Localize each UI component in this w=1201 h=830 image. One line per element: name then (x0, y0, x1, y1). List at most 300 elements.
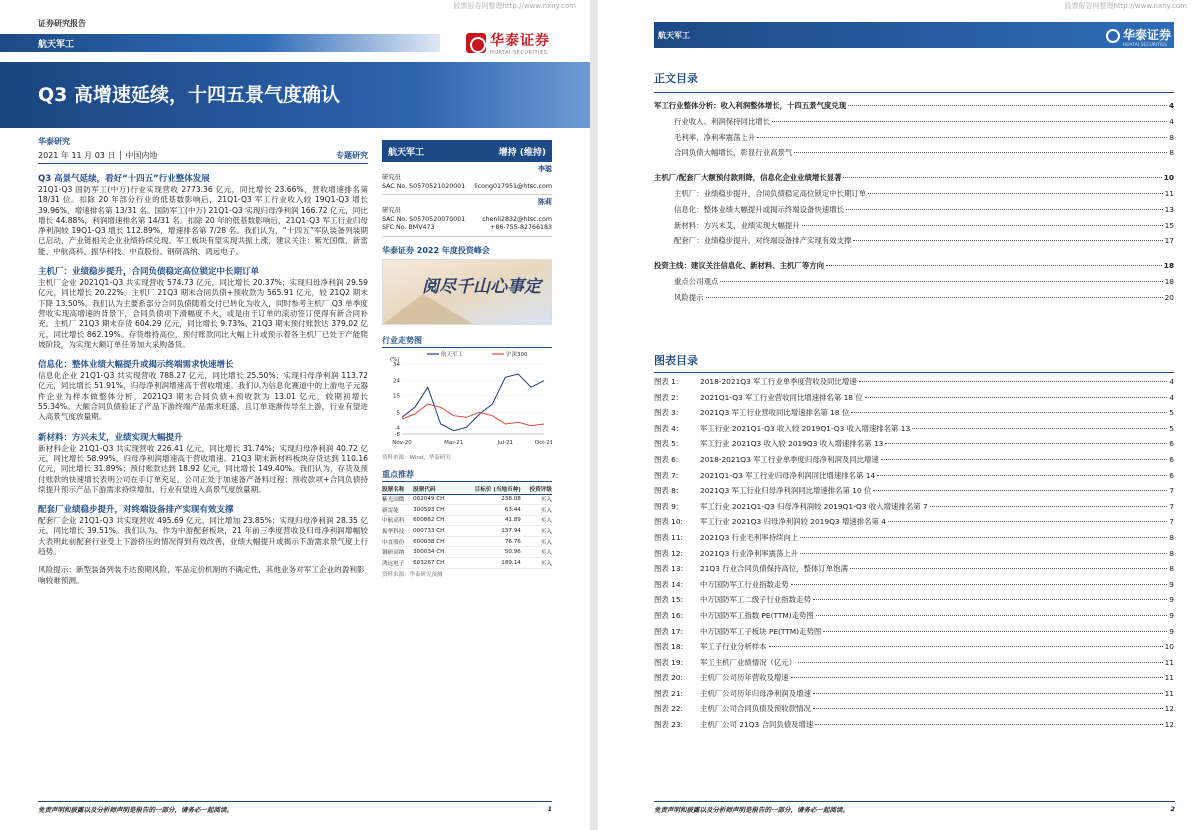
toc-leader (794, 152, 1167, 153)
figure-label: 图表 22: (654, 704, 684, 714)
section-heading: 配套厂业绩稳步提升，对终端设备排产实现有效支撑 (38, 505, 234, 516)
page-number: 2 (1170, 805, 1175, 813)
stock-row (382, 494, 552, 505)
figure-label: 图表 16: (654, 610, 684, 620)
figure-page: 12 (1164, 704, 1174, 714)
analyst-phone: +86-755-82766183 (490, 224, 552, 231)
toc-page: 8 (1169, 148, 1174, 158)
figure-label: 图表 15: (654, 595, 684, 605)
stock-cell: 63.44 (457, 505, 521, 516)
toc-leader (815, 724, 1162, 725)
figure-entry[interactable] (654, 626, 1174, 642)
toc-gap (654, 251, 1174, 260)
footer-note: 免责声明和披露以及分析师声明是报告的一部分，请务必一起阅读。 (38, 806, 233, 814)
summary-section (38, 431, 368, 495)
figure-label: 图表 9: (654, 501, 679, 511)
y-tick-label: -4 (394, 424, 400, 431)
stock-cell: 300593 CH (413, 505, 456, 516)
stock-cell: 买入 (521, 526, 552, 537)
stock-cell: 买入 (521, 547, 552, 558)
toc-page: 13 (1164, 204, 1174, 214)
figure-text: 2021Q3 军工行业营收同比增速排名第 18 位 (700, 408, 850, 418)
stock-cell: 买入 (521, 536, 552, 547)
stock-cell: 000733 CH (413, 526, 456, 537)
section-body: 配套厂企业 21Q1-Q3 共实现营收 495.69 亿元，同比增加 23.85%；实现归母净利润 28.35 亿元，同比增长 39.51%。我们认为，作为中游配套板块，21 年前三季度营收及归母净利润增幅较大表明此前配套行业受上下游挤压的情况得到有效改善，业绩大幅提升或揭示下游需求景气度上行趋势。 (38, 516, 368, 557)
stock-cell: 002049 CH (413, 494, 456, 505)
y-tick-label: 34 (393, 361, 400, 368)
section-heading: 新材料：方兴未艾，业绩实现大幅提升 (38, 432, 183, 443)
stock-row (382, 558, 552, 569)
section-heading: 主机厂：业绩稳步提升，合同负债稳定高位锁定中长期订单 (38, 267, 260, 278)
figure-text: 2021Q1-Q3 军工行业营收同比增速排名第 18 位 (700, 392, 863, 402)
toc-leader (850, 568, 1167, 569)
stock-table (382, 484, 552, 569)
section-body: 主机厂企业 2021Q1-Q3 共实现营收 574.73 亿元，同比增长 20.37%；实现归母净利润 29.59 亿元，同比增长 20.22%。主机厂 21Q3 期末合同负债+预收款为 565.91 亿元，较 21Q2 期末下降 13.50%。我们认为主要系部分合同负债随着交付已转化为收入，同时参考主机厂 Q3 单季度营收实现高增速的背景下，合同负债项下滑幅度不大，或是由于订单的滚动签订使得有新合同补充。主机厂 21Q3 期末存货 604.29 亿元，同比增长 9.73%。21Q3 期末预付账款达 379.02 亿元，同比增长 862.19%。存货维持高位，预付账款同比大幅上升或预示着各主机厂已处于产能爬坡阶段，为实现大额订单任务加大采购备货。 (38, 278, 368, 349)
figure-text: 军工行业 2021Q1-Q3 收入较 2019Q1-Q3 收入增速排名第 13 (700, 423, 911, 433)
toc-leader (720, 281, 1162, 282)
toc-leader (930, 506, 1168, 507)
toc-entry-text: 合同负债大幅增长，彰显行业高景气 (674, 148, 793, 158)
x-tick-label: Mar-21 (444, 439, 464, 446)
logo-name: 华泰证券 (1122, 28, 1171, 42)
toc-leader (868, 193, 1162, 194)
figure-entry[interactable] (654, 610, 1174, 626)
figure-entry[interactable] (654, 423, 1174, 439)
toc-entry-text: 重点公司观点 (674, 276, 719, 286)
toc-entry-text: 信息化：整体业绩大幅提升或揭示终端设备快速增长 (674, 204, 844, 214)
figure-text: 主机厂公司 21Q3 合同负债及增速 (700, 720, 814, 730)
y-tick-label: -8 (394, 431, 400, 438)
summary-section (38, 265, 368, 350)
analyst-sac: SAC No. S0570521020001 (382, 182, 466, 190)
figure-label: 图表 17: (654, 626, 684, 636)
stock-source: 资料来源：华泰研究预测 (382, 571, 443, 578)
figure-entry[interactable] (654, 657, 1174, 673)
toc-leader (706, 297, 1163, 298)
page-footer (38, 801, 552, 814)
figure-page: 11 (1164, 657, 1174, 667)
figure-label: 图表 4: (654, 423, 679, 433)
report-type: 证券研究报告 (38, 19, 86, 28)
figure-page: 8 (1169, 532, 1174, 542)
toc-entry[interactable] (654, 204, 1174, 220)
title-band (0, 62, 590, 128)
toc-leader (846, 209, 1163, 210)
report-page-2 (598, 0, 1201, 830)
section-body: 信息化企业 21Q1-Q3 共实现营收 788.27 亿元，同比增长 25.50%；实现归母净利润 113.72 亿元，同比增长 51.91%，归母净利润增速高于营收增速。我们认为信息化赛道中的上游电子元器件企业为样本做整体分析，2021Q3 期末合同负债+预收款为 13.01 亿元，较期初增长 55.34%。大额合同负债验证了产品下游终端产品需求旺盛，且订单逐渐传导至上游，行业有望进入高景气度放量期。 (38, 371, 368, 422)
figure-page: 5 (1169, 408, 1174, 418)
figure-page: 4 (1169, 392, 1174, 402)
figure-entry[interactable] (654, 470, 1174, 486)
toc-leader (853, 240, 1162, 241)
stock-cell: 600038 CH (413, 536, 456, 547)
figure-entry[interactable] (654, 516, 1174, 532)
figure-text: 军工行业 2021Q1-Q3 归母净利润较 2019Q1-Q3 收入增速排名第 7 (700, 501, 928, 511)
toc-leader (877, 475, 1167, 476)
toc-leader (772, 121, 1167, 122)
toc-entry[interactable] (654, 260, 1174, 276)
sector-band (0, 34, 440, 52)
page-footer (654, 801, 1175, 814)
footer-note: 免责声明和披露以及分析师声明是报告的一部分，请务必一起阅读。 (654, 806, 849, 814)
y-axis-unit: (%) (390, 356, 400, 363)
stock-cell: 紫光国微 (382, 494, 413, 505)
figure-entry[interactable] (654, 672, 1174, 688)
summary-sections (38, 172, 368, 557)
toc-page: 4 (1169, 116, 1174, 126)
toc-entry[interactable] (654, 172, 1174, 188)
table-of-contents (654, 100, 1174, 308)
stock-header: 目标价 (当地币种) (457, 484, 521, 495)
stock-cell: 买入 (521, 515, 552, 526)
huatai-logo-icon (1106, 29, 1120, 43)
figure-entry[interactable] (654, 579, 1174, 595)
toc-leader (843, 177, 1161, 178)
stock-cell: 中航高科 (382, 515, 413, 526)
report-title: Q3 高增速延续，十四五景气度确认 (38, 84, 340, 106)
section-heading: 信息化：整体业绩大幅提升或揭示终端需求快速增长 (38, 360, 234, 371)
toc-entry[interactable] (654, 100, 1174, 116)
figure-text: 2018-2021Q3 军工行业单季度归母净利润及同比增速 (700, 454, 879, 464)
figure-entry[interactable] (654, 438, 1174, 454)
toc-page: 17 (1164, 236, 1174, 246)
logo-sub: HUATAI SECURITIES (1122, 43, 1167, 48)
figure-label: 图表 1: (654, 377, 679, 386)
toc-entry[interactable] (654, 116, 1174, 132)
stock-cell: 189.14 (457, 558, 521, 569)
figure-page: 9 (1169, 626, 1174, 636)
stock-cell: 买入 (521, 494, 552, 505)
figure-label: 图表 18: (654, 642, 684, 652)
figure-text: 2018-2021Q3 军工行业单季度营收及同比增速 (700, 377, 857, 386)
toc-leader (888, 521, 1167, 522)
sidebar-column (382, 140, 552, 578)
x-tick-label: Nov-20 (392, 439, 412, 446)
logo-sub: HUATAI SECURITIES (490, 50, 548, 56)
chart-source: 资料来源：Wind，华泰研究 (382, 454, 451, 461)
figure-page: 4 (1169, 377, 1174, 386)
stock-cell: 买入 (521, 558, 552, 569)
stock-cell: 603267 CH (413, 558, 456, 569)
stock-header: 投资评级 (521, 484, 552, 495)
sector-label: 航天军工 (658, 31, 690, 40)
stock-row (382, 536, 552, 547)
analyst-role: 研究员 (382, 174, 401, 181)
figure-page: 8 (1169, 548, 1174, 558)
section-body: 21Q1-Q3 国防军工(中万)行业实现营收 2773.36 亿元，同比增长 23.66%，营收增速排名第 18/31 位。扣除 20 年部分行业的低基数影响后，21Q1-Q3 军工行业收入较 19Q1-Q3 增长 39.96%，增速排名第 13/31 名。国防军工(中万) 21Q1-Q3 实现归母净利润 166.72 亿元，同比增长 44.88%，利润增速排名第 14/31 名。扣除 20 年的低基数影响后，21Q1-Q3 军工行业归母净利润较 19Q1-Q3 增长 112.89%，增速排名第 7/28 名。我们认为，“十四五”军队装备列装期已启动，产业链相关企业业绩持续兑现。军工板块有望实现共振上涨，建议关注：紫光国微、新雷能、中航高科、振华科技、中直股份、钢研高纳、鸿远电子。 (38, 185, 368, 256)
rating-box (382, 140, 552, 162)
stock-row (382, 505, 552, 516)
figure-text: 主机厂公司合同负债及预收款情况 (700, 704, 811, 714)
rating-sector: 航天军工 (388, 147, 425, 158)
y-tick-label: 24 (393, 378, 400, 385)
section-heading: Q3 高景气延续，看好“十四五”行业整体发展 (38, 174, 210, 184)
figure-entry[interactable] (654, 641, 1174, 657)
figure-text: 中万国防军工子板块 PE(TTM)走势图 (700, 626, 822, 636)
stock-cell: 振华科技 (382, 526, 413, 537)
figure-entry[interactable] (654, 485, 1174, 501)
figure-text: 主机厂公司历年营收及增速 (700, 673, 789, 683)
figure-text: 军工行业 2021Q3 归母净利润较 2019Q3 增速排名第 4 (700, 517, 886, 527)
figure-label: 图表 7: (654, 470, 679, 480)
figure-entry[interactable] (654, 719, 1174, 735)
toc-entry[interactable] (654, 220, 1174, 236)
analyst-card (382, 162, 552, 195)
toc-leader (826, 265, 1162, 266)
summary-section (38, 503, 368, 557)
toc-entry-text: 主机厂/配套厂大额预付款则降，信息化企业业绩增长显著 (654, 173, 842, 183)
toc-leader (885, 443, 1167, 444)
analyst-email[interactable]: chenli2832@htsc.com (482, 215, 552, 223)
toc-entry-text: 毛利率、净利率震荡上升 (674, 132, 756, 142)
toc-leader (769, 646, 1163, 647)
toc-title: 正文目录 (654, 72, 698, 85)
toc-entry[interactable] (654, 147, 1174, 163)
figure-page: 6 (1169, 439, 1174, 449)
toc-entry[interactable] (654, 188, 1174, 204)
toc-leader (816, 615, 1167, 616)
rating-value: 增持 (维持) (498, 147, 546, 158)
toc-leader (873, 490, 1167, 491)
stock-body (382, 494, 552, 568)
figure-entry[interactable] (654, 703, 1174, 719)
summary-column (38, 136, 368, 586)
stock-cell: 600862 CH (413, 515, 456, 526)
toc-entry-text: 配套厂：业绩稳步提升，对终端设备排产实现有效支撑 (674, 236, 852, 246)
figure-page: 11 (1164, 673, 1174, 683)
promo-banner[interactable] (382, 259, 552, 325)
figure-text: 军工主机厂业绩情况（亿元） (700, 657, 797, 667)
toc-page: 18 (1164, 276, 1174, 286)
figure-text: 中万国防军工行业指数走势 (700, 579, 789, 589)
report-page-1 (0, 0, 590, 830)
figure-text: 军工行业 2021Q3 收入较 2019Q3 收入增速排名第 13 (700, 439, 884, 449)
figure-text: 2021Q1-Q3 军工行业归母净利润同比增速排名第 14 (700, 470, 876, 480)
summary-section (38, 358, 368, 422)
figures-divider (654, 372, 1174, 373)
toc-leader (813, 693, 1163, 694)
toc-leader (865, 397, 1168, 398)
figure-label: 图表 23: (654, 720, 684, 730)
toc-page: 20 (1164, 292, 1174, 302)
summary-section (38, 172, 368, 257)
watermark: 股票报告网整理http://www.nxny.com (453, 2, 576, 10)
figure-text: 21Q3 行业合同负债保持高位，整体订单饱满 (700, 564, 848, 574)
logo-name: 华泰证券 (490, 33, 550, 49)
mountain-graphic (383, 294, 473, 324)
stock-row (382, 515, 552, 526)
series-line (402, 374, 544, 431)
figure-label: 图表 3: (654, 408, 679, 418)
figure-entry[interactable] (654, 548, 1174, 564)
figure-page: 6 (1169, 470, 1174, 480)
figure-text: 2021Q3 行业净利率震荡上升 (700, 548, 799, 558)
toc-leader (851, 412, 1167, 413)
toc-gap (654, 163, 1174, 172)
figure-page: 9 (1169, 610, 1174, 620)
figure-page: 9 (1169, 579, 1174, 589)
legend-label: 沪深300 (506, 351, 528, 358)
figure-entry[interactable] (654, 407, 1174, 423)
figure-entry[interactable] (654, 501, 1174, 517)
toc-entry[interactable] (654, 235, 1174, 251)
toc-entry[interactable] (654, 292, 1174, 308)
toc-entry-text: 军工行业整体分析：收入利润整体增长，十四五景气度兑现 (654, 101, 847, 110)
toc-entry-text: 投资主线：建议关注信息化、新材料、主机厂等方向 (654, 261, 824, 271)
research-org: 华泰研究 (38, 137, 70, 146)
huatai-logo (1106, 24, 1171, 48)
analyst-name: 陈莉 (538, 198, 552, 206)
report-date: 2021 年 11 月 03 日 │ 中国内地 (38, 151, 158, 160)
toc-leader (798, 662, 1163, 663)
toc-leader (791, 677, 1163, 678)
figure-entry[interactable] (654, 532, 1174, 548)
series-line (402, 404, 544, 426)
stock-row (382, 526, 552, 537)
analyst-sac: SAC No. S0570520070001 (382, 215, 466, 223)
figure-entry[interactable] (654, 454, 1174, 470)
toc-leader (791, 584, 1168, 585)
toc-leader (881, 459, 1168, 460)
figure-text: 2021Q3 行业毛利率持续向上 (700, 532, 799, 542)
stock-cell: 中直股份 (382, 536, 413, 547)
toc-entry[interactable] (654, 276, 1174, 292)
toc-entry[interactable] (654, 132, 1174, 148)
figure-page: 12 (1164, 720, 1174, 730)
figure-label: 图表 5: (654, 439, 679, 449)
toc-page: 18 (1163, 261, 1174, 271)
analyst-card (382, 195, 552, 237)
figure-entry[interactable] (654, 563, 1174, 579)
stock-cell: 76.76 (457, 536, 521, 547)
figure-entry[interactable] (654, 392, 1174, 408)
figure-label: 图表 2: (654, 392, 679, 402)
figure-page: 7 (1169, 517, 1174, 527)
figure-label: 图表 20: (654, 673, 684, 683)
risk-note: 风险提示：新型装备列装不达预期风险，军品定价机制的不确定性，其他业务对军工企业的盈利影响较难预测。 (38, 565, 365, 585)
legend-label: 航天军工 (441, 351, 464, 358)
figure-label: 图表 19: (654, 657, 684, 667)
figure-page: 9 (1169, 595, 1174, 605)
stock-cell: 鸿远电子 (382, 558, 413, 569)
figure-text: 军工子行业分析样本 (700, 642, 767, 652)
section-body: 新材料企业 21Q1-Q3 共实现营收 226.41 亿元，同比增长 31.74%；实现归母净利润 40.72 亿元，同比增长 58.99%，归母净利润增速高于营收增速。21Q3 期末新材料板块存货达到 110.16 亿元，同比增长 31.89%；预付账款达到 18.92 亿元，同比增长 149.40%。我们认为，存货及预付账款的快速增长表明公司在手订单充足，公司正处于加速备产备料过程；预收款项+合同负债持续提升预示产品下游需求持续增加，行业有望进入高景气度放量期。 (38, 443, 368, 494)
stock-cell: 137.94 (457, 526, 521, 537)
figure-label: 图表 10: (654, 517, 684, 527)
figure-list (654, 376, 1174, 735)
analyst-name: 李聪 (538, 165, 552, 173)
figure-page: 5 (1169, 423, 1174, 433)
promo-title: 华泰证券 2022 年度投资峰会 (382, 245, 490, 255)
toc-leader (848, 105, 1167, 106)
toc-leader (912, 428, 1167, 429)
toc-page: 10 (1163, 173, 1174, 183)
toc-leader (859, 381, 1168, 382)
figure-page: 6 (1169, 454, 1174, 464)
toc-leader (800, 537, 1167, 538)
analyst-sfc: SFC No. BMV473 (382, 224, 435, 231)
toc-leader (802, 225, 1163, 226)
report-meta (38, 147, 368, 164)
figure-label: 图表 12: (654, 548, 684, 558)
stock-cell: 300034 CH (413, 547, 456, 558)
x-tick-label: Jul-21 (497, 439, 514, 446)
figure-text: 2021Q3 军工行业归母净利润同比增速排名第 10 位 (700, 486, 872, 496)
industry-trend-chart (382, 348, 552, 448)
promo-slogan: 阅尽千山心事定 (422, 276, 541, 297)
analyst-email[interactable]: licong017951@htsc.com (474, 182, 552, 190)
chart-title: 行业走势图 (382, 335, 552, 348)
figure-page: 11 (1164, 688, 1174, 698)
figure-label: 图表 6: (654, 454, 679, 464)
figure-text: 中万国防军工指数 PE(TTM)走势图 (700, 610, 814, 620)
toc-entry-text: 风险提示 (674, 292, 704, 302)
figure-page: 8 (1169, 564, 1174, 574)
toc-divider (654, 92, 1174, 93)
figure-page: 7 (1169, 486, 1174, 496)
stock-title: 重点推荐 (382, 469, 552, 482)
stock-header-row (382, 484, 552, 495)
toc-entry-text: 主机厂：业绩稳步提升，合同负债稳定高位锁定中长期订单 (674, 188, 867, 198)
toc-page: 15 (1164, 220, 1174, 230)
watermark: 股票报告网整理http://www.nxny.com (1064, 2, 1187, 10)
toc-leader (813, 599, 1167, 600)
page-number: 1 (547, 805, 552, 813)
toc-leader (800, 553, 1167, 554)
figure-label: 图表 14: (654, 579, 684, 589)
figure-label: 图表 8: (654, 486, 679, 496)
stock-cell: 50.96 (457, 547, 521, 558)
figure-entry[interactable] (654, 688, 1174, 704)
report-kind: 专题研究 (336, 151, 368, 160)
y-tick-label: 5 (396, 409, 400, 416)
stock-cell: 238.08 (457, 494, 521, 505)
figure-label: 图表 11: (654, 532, 684, 542)
stock-header: 股票名称 (382, 484, 413, 495)
toc-page: 8 (1169, 132, 1174, 142)
figure-entry[interactable] (654, 376, 1174, 392)
figure-label: 图表 21: (654, 688, 684, 698)
sector-label: 航天军工 (38, 40, 75, 50)
toc-page: 11 (1164, 188, 1174, 198)
stock-header: 股票代码 (413, 484, 456, 495)
toc-leader (813, 708, 1163, 709)
x-tick-label: Oct-21 (534, 439, 552, 446)
figure-text: 中万国防军工二级子行业指数走势 (700, 595, 811, 605)
figures-title: 图表目录 (654, 354, 698, 367)
huatai-logo-icon (466, 33, 486, 53)
toc-page: 4 (1168, 101, 1174, 110)
toc-entry-text: 新材料：方兴未艾，业绩实现大幅提升 (674, 220, 800, 230)
figure-page: 10 (1164, 642, 1174, 652)
stock-cell: 钢研高纳 (382, 547, 413, 558)
toc-leader (823, 631, 1167, 632)
toc-entry-text: 行业收入、利润保持同比增长 (674, 116, 771, 126)
analyst-role: 研究员 (382, 207, 401, 214)
toc-leader (757, 137, 1167, 138)
stock-row (382, 547, 552, 558)
y-tick-label: 15 (393, 393, 400, 400)
stock-cell: 新雷能 (382, 505, 413, 516)
figure-label: 图表 13: (654, 564, 684, 574)
figure-entry[interactable] (654, 594, 1174, 610)
stock-cell: 买入 (521, 505, 552, 516)
figure-text: 主机厂公司历年归母净利润及增速 (700, 688, 811, 698)
sector-band (654, 22, 1174, 48)
figure-page: 7 (1169, 501, 1174, 511)
stock-cell: 41.89 (457, 515, 521, 526)
huatai-logo (466, 30, 550, 56)
